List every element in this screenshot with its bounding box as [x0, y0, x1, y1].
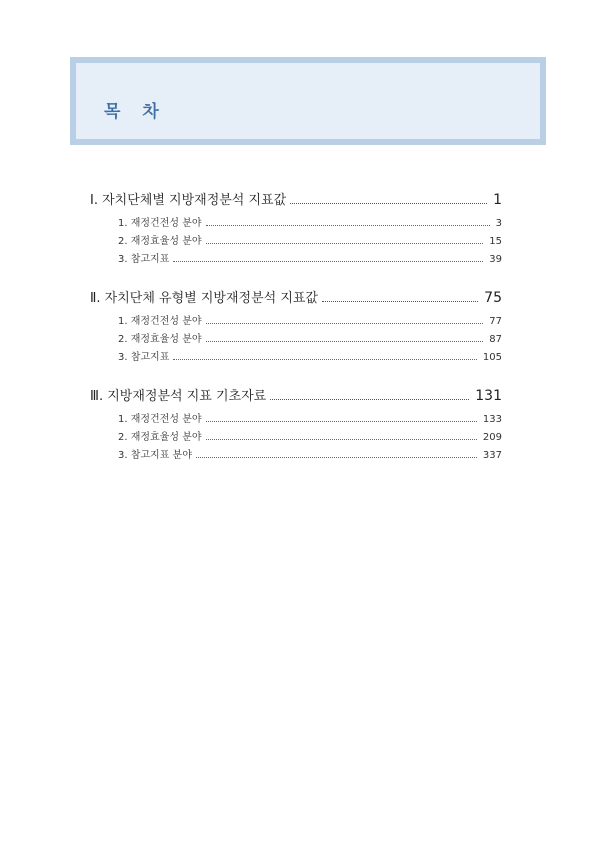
- toc-section-3: [90, 382, 502, 461]
- toc-subentry-page: 209: [482, 432, 502, 443]
- toc-entry-section-3[interactable]: [90, 382, 502, 404]
- toc-subentry-label: 3. 참고지표 분야: [118, 450, 192, 461]
- toc-subentry-page: 337: [482, 450, 502, 461]
- toc-section-2: [90, 284, 502, 363]
- toc-subentry-page: 77: [489, 316, 502, 327]
- dot-leader: [196, 457, 477, 458]
- toc-subentry-label: 3. 참고지표: [118, 254, 170, 265]
- table-of-contents: [90, 186, 502, 480]
- dot-leader: [206, 439, 477, 440]
- toc-entry-page: 131: [475, 388, 502, 404]
- toc-entry-page: 1: [493, 192, 502, 208]
- toc-subentry-page: 133: [482, 414, 502, 425]
- toc-subentry-label: 3. 참고지표: [118, 352, 170, 363]
- toc-entry-label: Ⅱ. 자치단체 유형별 지방재정분석 지표값: [90, 291, 318, 306]
- dot-leader: [173, 359, 477, 360]
- dot-leader: [290, 203, 487, 204]
- toc-subentry[interactable]: [90, 327, 502, 345]
- toc-entry-label: Ⅲ. 지방재정분석 지표 기초자료: [90, 389, 267, 404]
- toc-subentry-page: 87: [489, 334, 502, 345]
- dot-leader: [173, 261, 483, 262]
- toc-subentry-page: 39: [489, 254, 502, 265]
- toc-subentry[interactable]: [90, 443, 502, 461]
- dot-leader: [206, 243, 484, 244]
- toc-subentry[interactable]: [90, 247, 502, 265]
- toc-title-inner: [76, 63, 540, 139]
- toc-subentry[interactable]: [90, 229, 502, 247]
- toc-section-1: [90, 186, 502, 265]
- toc-subentry-page: 105: [482, 352, 502, 363]
- toc-subentry-label: 2. 재정효율성 분야: [118, 334, 202, 345]
- toc-subentry[interactable]: [90, 407, 502, 425]
- toc-subentry[interactable]: [90, 211, 502, 229]
- toc-entry-label: Ⅰ. 자치단체별 지방재정분석 지표값: [90, 193, 287, 208]
- toc-subentry-label: 2. 재정효율성 분야: [118, 236, 202, 247]
- dot-leader: [206, 323, 484, 324]
- dot-leader: [206, 341, 484, 342]
- dot-leader: [206, 421, 477, 422]
- toc-entry-section-1[interactable]: [90, 186, 502, 208]
- toc-subentry-label: 1. 재정건전성 분야: [118, 414, 202, 425]
- toc-subentry-label: 1. 재정건전성 분야: [118, 218, 202, 229]
- toc-title-box: [70, 57, 546, 145]
- dot-leader: [322, 301, 478, 302]
- dot-leader: [206, 225, 490, 226]
- toc-subentry-page: 3: [495, 218, 502, 229]
- dot-leader: [270, 399, 469, 400]
- toc-entry-page: 75: [484, 290, 502, 306]
- toc-subentry[interactable]: [90, 345, 502, 363]
- toc-subentry-page: 15: [489, 236, 502, 247]
- toc-subentry-label: 1. 재정건전성 분야: [118, 316, 202, 327]
- page-title: 목 차: [104, 102, 167, 122]
- toc-subentry-label: 2. 재정효율성 분야: [118, 432, 202, 443]
- toc-subentry[interactable]: [90, 425, 502, 443]
- toc-entry-section-2[interactable]: [90, 284, 502, 306]
- toc-subentry[interactable]: [90, 309, 502, 327]
